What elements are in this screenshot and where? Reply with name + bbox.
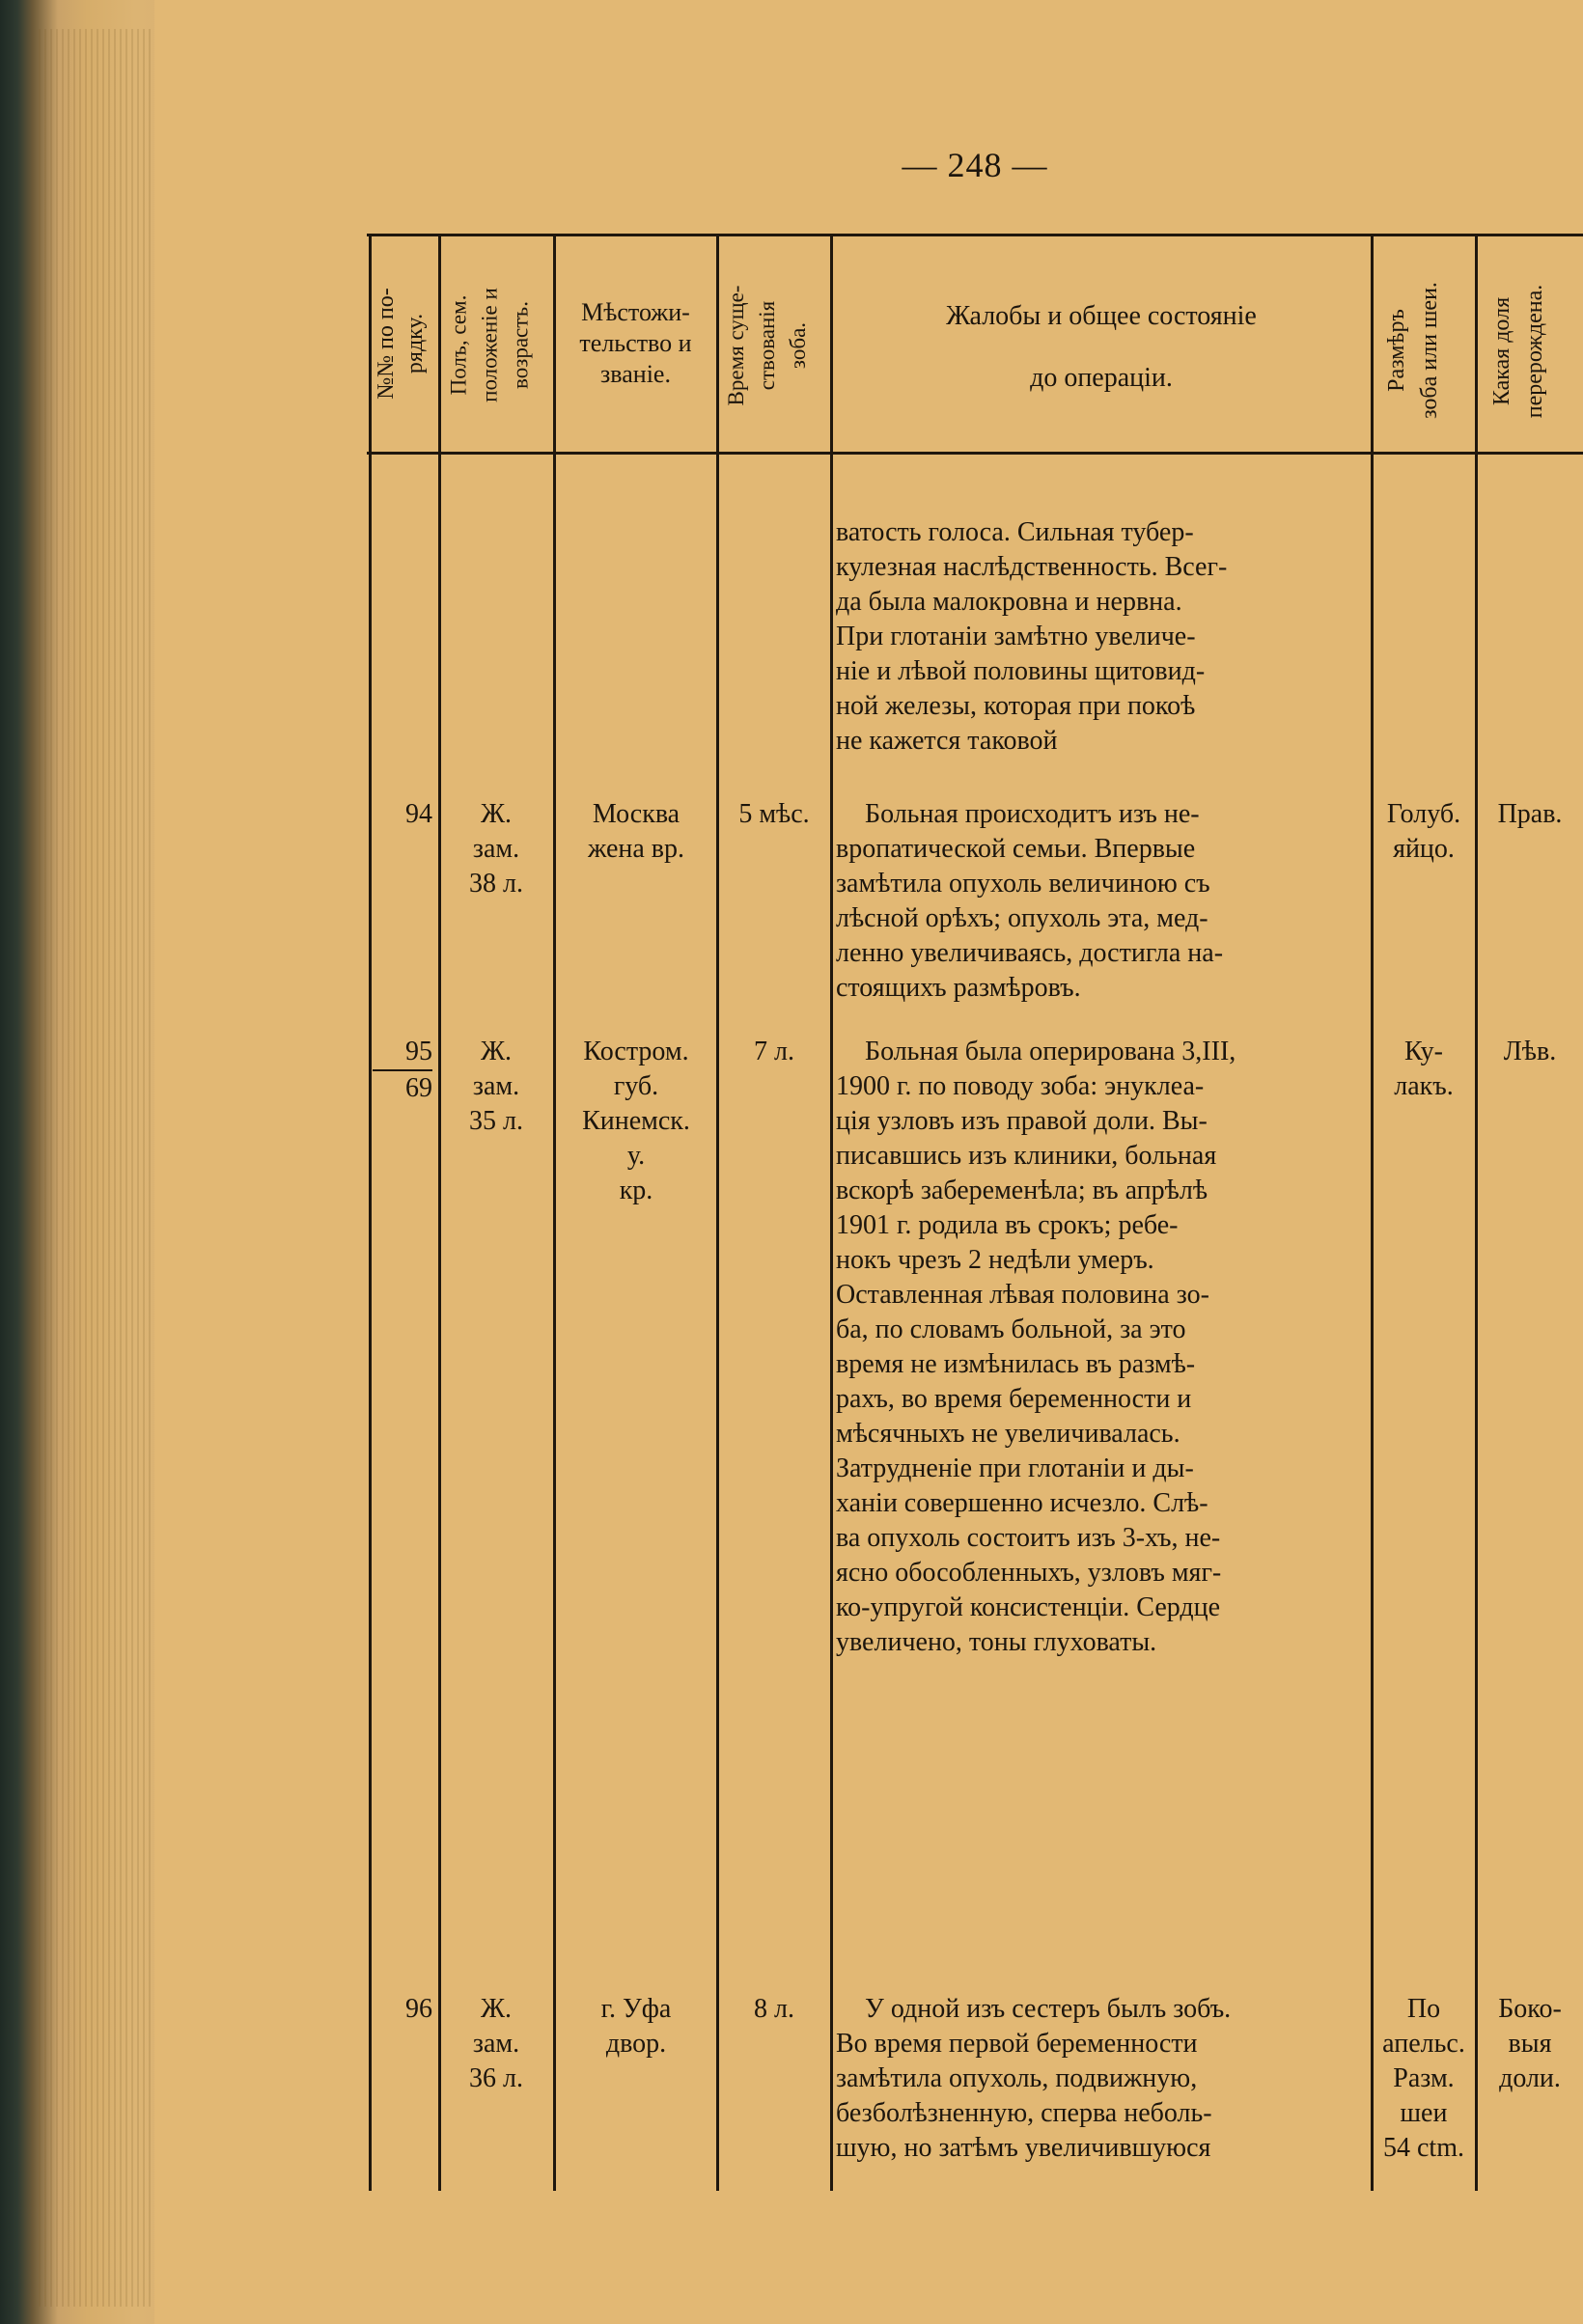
case-goiter-size: Ку- лакъ. [1394,1037,1454,1101]
case-sex-age: Ж. зам. 36 л. [469,1994,523,2093]
col-rule-4 [716,235,719,2191]
page-number: — 248 — [902,146,1048,184]
case-affected-lobe: Прав. [1497,799,1563,829]
header-size: Размѣръ зоба или шеи. [1384,282,1442,419]
case-number: 94 [405,799,432,829]
header-lobe: Какая доля перерождена. [1489,284,1547,419]
case-duration: 7 л. [754,1037,794,1066]
book-page [154,0,1583,2324]
continuation-text: ватость голоса. Сильная тубер- кулезная наслѣдственность. Всег- да была малокровна и нервна. При глотаніи замѣтно увеличе- ніе и лѣвой половины щитовид- ной железы, которая при покоѣ не кажется таковой [836,517,1228,756]
header-number: №№ по по- рядку. [374,288,428,400]
case-sex-age: Ж. зам. 38 л. [469,799,523,899]
col-rule-3 [553,235,556,2191]
case-affected-lobe: Боко- выя доли. [1498,1994,1562,2093]
case-duration: 5 мѣс. [738,799,810,829]
table-top-rule [367,234,1583,236]
case-sex-age: Ж. зам. 35 л. [469,1037,523,1136]
case-complaints: У одной изъ сестеръ былъ зобъ. Во время первой беременности замѣтила опухоль, подвижную, безболѣзненную, сперва неболь- шую, но затѣмъ увеличившуюся [836,1994,1232,2163]
col-rule-6 [1371,235,1374,2191]
case-number: 95 69 [373,1035,432,1106]
case-goiter-size: По апельс. Разм. шеи 54 ctm. [1382,1994,1465,2163]
col-rule-7 [1475,235,1478,2191]
case-goiter-size: Голуб. яйцо. [1386,799,1461,864]
case-residence: Москва жена вр. [587,799,685,864]
case-affected-lobe: Лѣв. [1503,1037,1557,1066]
header-residence: Мѣстожи- тельство и званіе. [579,298,692,388]
header-sex: Полъ, сем. положеніе и возрастъ. [446,288,533,402]
header-duration: Время суще- ствованія зоба. [724,285,810,406]
col-rule-2 [438,235,441,2191]
case-complaints: Больная была оперирована 3,III, 1900 г. по поводу зоба: энуклеа- ція узловъ изъ правой доли. Вы- писавшись изъ клиники, больная вскорѣ забеременѣла; въ апрѣлѣ 1901 г. родила въ срокъ; ребе- нокъ чрезъ 2 недѣли умеръ. Оставленная лѣвая половина зо- ба, по словамъ больной, за это время не измѣнилась въ размѣ- рахъ, во время беременности и мѣсячныхъ не увеличивалась. Затрудненіе при глотаніи и ды- ханіи совершенно исчезло. Слѣ- ва опухоль состоитъ изъ 3-хъ, не- ясно обособленныхъ, узловъ мяг- ко-упругой консистенціи. Сердце увеличено, тоны глуховаты. [836,1037,1236,1657]
col-rule-5 [830,235,833,2191]
col-rule-1 [369,235,372,2191]
case-duration: 8 л. [754,1994,794,2024]
case-residence: г. Уфа двор. [600,1994,672,2059]
page-stack-lines [39,29,154,2307]
case-complaints: Больная происходитъ изъ не- вропатической семьи. Впервые замѣтила опухоль величиною съ лѣсной орѣхъ; опухоль эта, мед- ленно увеличиваясь, достигла на- стоящихъ размѣровъ. [836,799,1224,1003]
header-complaints: Жалобы и общее состояніе до операціи. [946,301,1257,393]
case-number: 96 [405,1994,432,2024]
case-residence: Костром. губ. Кинемск. у. кр. [582,1037,690,1205]
